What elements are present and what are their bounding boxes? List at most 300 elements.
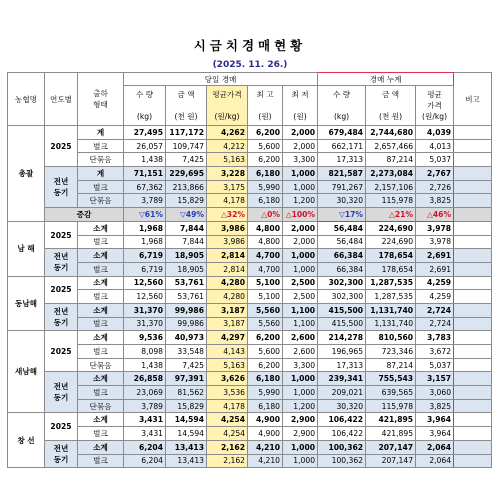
cell-a: 53,761 [166,276,207,290]
cell-cq: 791,267 [318,180,366,194]
year-cell: 전년 동기 [45,303,78,330]
cell-cq: 100,362 [318,454,366,468]
ship-type: 단묶음 [78,153,124,167]
ship-type: 벌크 [78,290,124,304]
note-cell [454,126,492,140]
cell-cp: 4,039 [416,126,454,140]
cell-mn: 2,000 [283,126,318,140]
table-row [8,372,492,386]
cell-a: 33,548 [166,345,207,359]
year-cell: 전년 동기 [45,440,78,467]
ship-type: 소계 [78,372,124,386]
cell-q: 1,438 [124,153,166,167]
cell-a: ▽49% [166,208,207,222]
table-row [8,399,492,413]
cell-ca: 115,978 [366,399,416,413]
cell-ca: 421,895 [366,427,416,441]
cell-a: 7,425 [166,153,207,167]
cell-mn: 3,300 [283,153,318,167]
cell-cp: 2,064 [416,440,454,454]
ship-type: 벌크 [78,235,124,249]
year-cell: 2025 [45,276,78,303]
cell-cq: 302,300 [318,290,366,304]
ship-type: 소계 [78,276,124,290]
cell-a: 18,905 [166,262,207,276]
cell-q: 71,151 [124,167,166,181]
cell-cq: 30,320 [318,399,366,413]
cell-mx: 6,180 [248,167,283,181]
cell-p: 4,280 [207,276,248,290]
header-year: 연도별 [45,73,78,126]
cell-q: 1,968 [124,235,166,249]
table-row [8,358,492,372]
cell-cq: 662,171 [318,139,366,153]
ship-type: 소계 [78,413,124,427]
cell-cp: 2,064 [416,454,454,468]
cell-p: 4,212 [207,139,248,153]
ship-type: 벌크 [78,139,124,153]
ship-type: 벌크 [78,386,124,400]
cell-q: 3,789 [124,194,166,208]
cell-a: 109,747 [166,139,207,153]
cell-q: 12,560 [124,290,166,304]
cell-mx: 5,560 [248,317,283,331]
cell-cq: 302,300 [318,276,366,290]
cell-mn: 1,000 [283,440,318,454]
header-cum-avg: 평균 가격 (원/kg) [416,86,454,126]
cell-p: 3,626 [207,372,248,386]
org-name: 동남해 [8,276,45,331]
note-cell [454,358,492,372]
cell-ca: 87,214 [366,358,416,372]
table-row [8,331,492,345]
cell-ca: 2,157,106 [366,180,416,194]
org-name: 창 선 [8,413,45,468]
cell-q: ▽61% [124,208,166,222]
cell-ca: 1,131,740 [366,317,416,331]
cell-mn: 1,000 [283,372,318,386]
cell-mn: 3,300 [283,358,318,372]
cell-ca: 2,273,084 [366,167,416,181]
cell-mx: 5,100 [248,290,283,304]
table-row [8,345,492,359]
cell-cq: 415,500 [318,317,366,331]
cell-mx: 4,900 [248,427,283,441]
cell-mx: 6,200 [248,126,283,140]
cell-mx: 5,990 [248,180,283,194]
cell-cp: 5,037 [416,358,454,372]
cell-p: 5,163 [207,358,248,372]
header-cum-amt: 금 액 (천 원) [366,86,416,126]
cell-cq: 679,484 [318,126,366,140]
cell-ca: 810,560 [366,331,416,345]
note-cell [454,399,492,413]
cell-p: 4,262 [207,126,248,140]
cell-mx: 5,560 [248,303,283,317]
cell-ca: 723,346 [366,345,416,359]
cell-ca: 178,654 [366,262,416,276]
cell-a: 99,986 [166,317,207,331]
cell-mx: 5,600 [248,345,283,359]
cell-cq: 30,320 [318,194,366,208]
cell-mn: 2,500 [283,290,318,304]
cell-q: 6,204 [124,454,166,468]
cell-a: 229,695 [166,167,207,181]
table-row [8,235,492,249]
year-cell: 2025 [45,331,78,372]
year-cell: 전년 동기 [45,372,78,413]
cell-q: 8,098 [124,345,166,359]
cell-ca: 207,147 [366,440,416,454]
note-cell [454,276,492,290]
cell-mn: 2,900 [283,427,318,441]
cell-a: 97,391 [166,372,207,386]
cell-p: 2,814 [207,262,248,276]
note-cell [454,262,492,276]
cell-q: 1,968 [124,221,166,235]
cell-p: 3,228 [207,167,248,181]
note-cell [454,290,492,304]
cell-ca: 224,690 [366,221,416,235]
cell-p: 4,254 [207,413,248,427]
cell-a: 7,844 [166,235,207,249]
ship-type: 단묶음 [78,358,124,372]
cell-a: 15,829 [166,194,207,208]
cell-cq: 106,422 [318,413,366,427]
note-cell [454,303,492,317]
cell-cp: 2,691 [416,249,454,263]
year-cell: 전년 동기 [45,167,78,208]
note-cell [454,208,492,222]
cell-cq: 56,484 [318,221,366,235]
cell-mn: 2,600 [283,345,318,359]
cell-cp: 5,037 [416,153,454,167]
header-min: 최 저 (원) [283,86,318,126]
cell-ca: 178,654 [366,249,416,263]
cell-ca: 87,214 [366,153,416,167]
note-cell [454,454,492,468]
cell-ca: 115,978 [366,194,416,208]
cell-p: 4,280 [207,290,248,304]
cell-q: 3,431 [124,427,166,441]
cell-cp: 2,726 [416,180,454,194]
note-cell [454,413,492,427]
cell-a: 53,761 [166,290,207,304]
table-row [8,276,492,290]
cell-ca: 1,287,535 [366,290,416,304]
cell-p: 4,178 [207,399,248,413]
header-cum-qty: 수 량 (kg) [318,86,366,126]
note-cell [454,345,492,359]
cell-cp: 3,060 [416,386,454,400]
cell-a: 13,413 [166,454,207,468]
table-row [8,290,492,304]
cell-p: 3,187 [207,317,248,331]
cell-q: 9,536 [124,331,166,345]
cell-p: 4,297 [207,331,248,345]
header-max: 최 고 (원) [248,86,283,126]
cell-p: 4,143 [207,345,248,359]
note-cell [454,440,492,454]
note-cell [454,139,492,153]
cell-mn: 2,600 [283,331,318,345]
cell-cp: 4,259 [416,290,454,304]
report-date: (2025. 11. 26.) [212,60,288,70]
ship-type: 벌크 [78,345,124,359]
year-cell: 2025 [45,221,78,248]
cell-a: 99,986 [166,303,207,317]
cell-q: 26,858 [124,372,166,386]
cell-mx: 5,600 [248,139,283,153]
cell-cp: 3,825 [416,399,454,413]
cell-ca: 1,131,740 [366,303,416,317]
cell-cq: ▽17% [318,208,366,222]
cell-p: 3,175 [207,180,248,194]
cell-ca: 639,565 [366,386,416,400]
note-cell [454,427,492,441]
cell-mx: △0% [248,208,283,222]
table-row [8,208,492,222]
cell-p: 2,814 [207,249,248,263]
cell-cp: 3,672 [416,345,454,359]
cell-mn: 1,000 [283,262,318,276]
table-row [8,454,492,468]
cell-cp: 2,724 [416,303,454,317]
cell-mx: 5,100 [248,276,283,290]
header-qty: 수 량 (kg) [124,86,166,126]
table-row [8,180,492,194]
cell-mn: 2,000 [283,139,318,153]
cell-a: 15,829 [166,399,207,413]
cell-cp: 3,978 [416,235,454,249]
cell-mn: 1,000 [283,167,318,181]
ship-type: 벌크 [78,180,124,194]
cell-mn: 1,000 [283,386,318,400]
cell-cp: 2,724 [416,317,454,331]
table-row [8,427,492,441]
note-cell [454,249,492,263]
cell-ca: 2,744,680 [366,126,416,140]
cell-cq: 415,500 [318,303,366,317]
cell-q: 31,370 [124,317,166,331]
header-daily: 당일 경매 [124,73,318,86]
auction-table [7,72,492,468]
cell-ca: 421,895 [366,413,416,427]
table-row [8,249,492,263]
cell-mx: 4,900 [248,413,283,427]
cell-ca: △21% [366,208,416,222]
ship-type: 벌크 [78,454,124,468]
cell-q: 6,719 [124,262,166,276]
note-cell [454,317,492,331]
cell-a: 7,844 [166,221,207,235]
cell-a: 7,425 [166,358,207,372]
table-header [8,73,492,126]
ship-type: 소계 [78,221,124,235]
table-row [8,221,492,235]
cell-p: △32% [207,208,248,222]
cell-ca: 2,657,466 [366,139,416,153]
header-avg: 평균가격 (원/kg) [207,86,248,126]
ship-type: 벌크 [78,427,124,441]
cell-mx: 4,210 [248,454,283,468]
cell-mx: 5,990 [248,386,283,400]
cell-cq: 239,341 [318,372,366,386]
table-body [8,126,492,468]
table-row [8,194,492,208]
ship-type: 소계 [78,249,124,263]
cell-a: 18,905 [166,249,207,263]
cell-mx: 4,800 [248,235,283,249]
cell-mx: 6,200 [248,331,283,345]
cell-q: 26,057 [124,139,166,153]
cell-mx: 6,180 [248,399,283,413]
cell-cq: 66,384 [318,262,366,276]
table-row [8,153,492,167]
header-cumulative: 경매 누계 [318,73,454,86]
diff-label: 증감 [45,208,124,222]
cell-cq: 196,965 [318,345,366,359]
year-cell: 2025 [45,126,78,167]
cell-p: 3,536 [207,386,248,400]
cell-mn: 1,200 [283,399,318,413]
table-row [8,440,492,454]
cell-p: 3,986 [207,235,248,249]
cell-cp: 3,964 [416,413,454,427]
cell-cp: 3,964 [416,427,454,441]
cell-p: 2,162 [207,454,248,468]
org-name: 총괄 [8,126,45,222]
cell-q: 3,789 [124,399,166,413]
ship-type: 단묶음 [78,194,124,208]
cell-mn: 2,500 [283,276,318,290]
cell-q: 1,438 [124,358,166,372]
cell-mn: 1,000 [283,454,318,468]
table-row [8,413,492,427]
cell-a: 14,594 [166,413,207,427]
cell-mn: 2,000 [283,221,318,235]
note-cell [454,372,492,386]
note-cell [454,331,492,345]
cell-mn: 1,200 [283,194,318,208]
cell-cp: 4,013 [416,139,454,153]
table-row [8,139,492,153]
cell-q: 31,370 [124,303,166,317]
ship-type: 소계 [78,440,124,454]
cell-ca: 1,287,535 [366,276,416,290]
cell-mx: 6,180 [248,194,283,208]
cell-a: 117,172 [166,126,207,140]
cell-cq: 56,484 [318,235,366,249]
table-row [8,262,492,276]
cell-ca: 224,690 [366,235,416,249]
cell-mn: △100% [283,208,318,222]
ship-type: 단묶음 [78,399,124,413]
table-row [8,303,492,317]
cell-cq: 209,021 [318,386,366,400]
cell-p: 5,163 [207,153,248,167]
cell-cp: 3,978 [416,221,454,235]
ship-type: 벌크 [78,262,124,276]
note-cell [454,180,492,194]
ship-type: 계 [78,167,124,181]
cell-mx: 4,700 [248,249,283,263]
cell-mn: 2,900 [283,413,318,427]
cell-q: 3,431 [124,413,166,427]
cell-mx: 4,700 [248,262,283,276]
cell-p: 3,986 [207,221,248,235]
note-cell [454,194,492,208]
cell-cq: 821,587 [318,167,366,181]
note-cell [454,153,492,167]
cell-ca: 207,147 [366,454,416,468]
cell-mn: 1,100 [283,303,318,317]
header-amt: 금 액 (천 원) [166,86,207,126]
org-name: 남 해 [8,221,45,276]
header-note: 비고 [454,73,492,126]
cell-q: 12,560 [124,276,166,290]
cell-cq: 106,422 [318,427,366,441]
cell-cp: 3,157 [416,372,454,386]
note-cell [454,235,492,249]
cell-q: 27,495 [124,126,166,140]
cell-cq: 214,278 [318,331,366,345]
cell-cq: 100,362 [318,440,366,454]
cell-mn: 2,000 [283,235,318,249]
ship-type: 소계 [78,331,124,345]
cell-q: 67,362 [124,180,166,194]
cell-a: 13,413 [166,440,207,454]
year-cell: 전년 동기 [45,249,78,276]
cell-q: 23,069 [124,386,166,400]
cell-mx: 6,180 [248,372,283,386]
ship-type: 벌크 [78,317,124,331]
cell-p: 4,178 [207,194,248,208]
cell-p: 2,162 [207,440,248,454]
cell-p: 3,187 [207,303,248,317]
note-cell [454,221,492,235]
cell-cp: 2,767 [416,167,454,181]
cell-ca: 755,543 [366,372,416,386]
cell-mn: 1,100 [283,317,318,331]
table-row [8,317,492,331]
cell-a: 40,973 [166,331,207,345]
table-row [8,386,492,400]
page-title: 시금치경매현황 [193,38,307,53]
cell-cp: △46% [416,208,454,222]
cell-mn: 1,000 [283,249,318,263]
cell-q: 6,719 [124,249,166,263]
cell-mx: 4,800 [248,221,283,235]
note-cell [454,167,492,181]
ship-type: 계 [78,126,124,140]
org-name: 새남해 [8,331,45,413]
header-ship: 출하 형태 [78,73,124,126]
table-row [8,126,492,140]
cell-mx: 6,200 [248,358,283,372]
cell-a: 213,866 [166,180,207,194]
cell-cq: 66,384 [318,249,366,263]
cell-cp: 4,259 [416,276,454,290]
cell-mx: 4,210 [248,440,283,454]
cell-p: 4,254 [207,427,248,441]
note-cell [454,386,492,400]
ship-type: 소계 [78,303,124,317]
cell-mn: 1,000 [283,180,318,194]
cell-cp: 3,825 [416,194,454,208]
cell-a: 14,594 [166,427,207,441]
cell-cp: 3,783 [416,331,454,345]
